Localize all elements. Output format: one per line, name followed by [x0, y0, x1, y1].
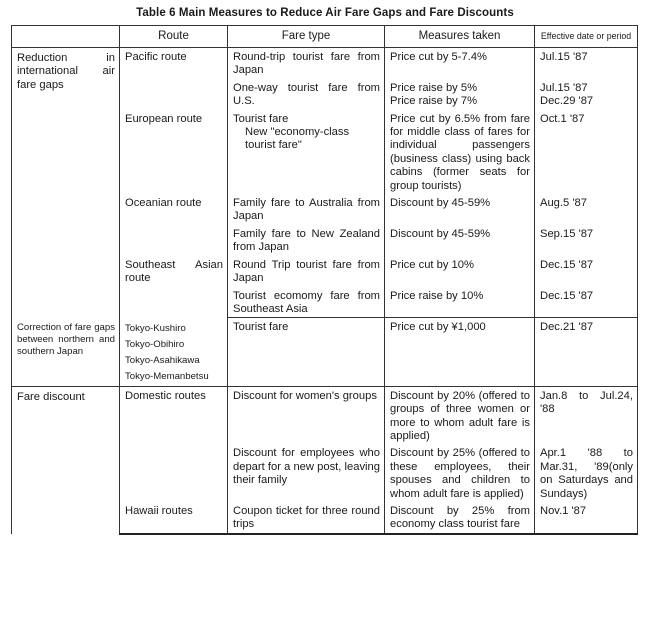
route-cell: Southeast Asian route — [120, 256, 228, 318]
date-cell: Oct.1 '87 — [535, 110, 638, 194]
route-cell: European route — [120, 110, 228, 194]
fare-cell: Discount for women's groups — [228, 386, 385, 444]
date-cell: Jul.15 '87 — [535, 48, 638, 79]
route-cell: Hawaii routes — [120, 502, 228, 534]
header-measures: Measures taken — [385, 26, 535, 48]
measure-cell: Discount by 45-59% — [385, 225, 535, 256]
table-row — [12, 318, 638, 387]
fare-cell: Tourist ecomomy fare from Southeast Asia — [228, 287, 385, 318]
fare-cell: One-way tourist fare from U.S. — [228, 79, 385, 110]
fare-subline: New "economy-class tourist fare" — [245, 126, 350, 152]
date-cell: Nov.1 '87 — [535, 502, 638, 534]
header-effective-date: Effective date or period — [535, 26, 638, 48]
measure-cell — [385, 79, 535, 110]
date-cell: Jan.8 to Jul.24, '88 — [535, 386, 638, 444]
measure-cell: Price cut by ¥1,000 — [385, 318, 535, 387]
fare-cell: Discount for employees who depart for a new post, leaving their family — [228, 444, 385, 502]
fare-cell: Round-trip tourist fare from Japan — [228, 48, 385, 79]
measure-cell: Price raise by 10% — [385, 287, 535, 318]
route-line: Tokyo-Asahikawa — [125, 354, 200, 366]
header-route: Route — [120, 26, 228, 48]
route-cell: Pacific route — [120, 48, 228, 110]
fare-cell: Family fare to Australia from Japan — [228, 194, 385, 225]
route-line: Tokyo-Kushiro — [125, 322, 186, 334]
measure-cell: Discount by 20% (offered to groups of three women or more to whom adult fare is applied) — [385, 386, 535, 444]
date-cell: Sep.15 '87 — [535, 225, 638, 256]
measure-cell: Price cut by 10% — [385, 256, 535, 287]
category-cell: Reduction in international air fare gaps — [12, 48, 120, 318]
table-title: Table 6 Main Measures to Reduce Air Fare Gaps and Fare Discounts — [136, 7, 514, 19]
fare-cell: Family fare to New Zealand from Japan — [228, 225, 385, 256]
header-category — [12, 26, 120, 48]
fare-cell: Round Trip tourist fare from Japan — [228, 256, 385, 287]
measure-cell: Price cut by 6.5% from fare for middle class of fares for individual passengers (business class) using back cabins (former seats for group tourists) — [385, 110, 535, 194]
route-line: Tokyo-Obihiro — [125, 338, 185, 350]
fare-cell — [228, 110, 385, 194]
measures-table — [11, 25, 638, 535]
measure-line: Price raise by 7% — [390, 95, 478, 108]
fare-cell: Coupon ticket for three round trips — [228, 502, 385, 534]
route-cell — [120, 318, 228, 387]
table-row — [12, 48, 638, 79]
measure-cell: Discount by 45-59% — [385, 194, 535, 225]
measure-cell: Discount by 25% from economy class tourist fare — [385, 502, 535, 534]
date-cell — [535, 79, 638, 110]
category-cell: Fare discount — [12, 386, 120, 534]
date-cell: Dec.15 '87 — [535, 287, 638, 318]
date-cell: Aug.5 '87 — [535, 194, 638, 225]
date-line: Jul.15 '87 — [540, 81, 588, 94]
route-cell: Oceanian route — [120, 194, 228, 256]
measure-cell: Discount by 25% (offered to these employees, their spouses and children to whom adult fare is applied) — [385, 444, 535, 502]
date-line: Dec.29 '87 — [540, 95, 594, 108]
table-row — [12, 386, 638, 444]
fare-cell: Tourist fare — [228, 318, 385, 387]
measure-line: Price raise by 5% — [390, 81, 478, 94]
header-row — [12, 26, 638, 48]
date-cell: Dec.21 '87 — [535, 318, 638, 387]
fare-line: Tourist fare — [233, 112, 289, 125]
measure-cell: Price cut by 5-7.4% — [385, 48, 535, 79]
category-cell: Correction of fare gaps between northern and southern Japan — [12, 318, 120, 387]
header-fare-type: Fare type — [228, 26, 385, 48]
date-cell: Apr.1 '88 to Mar.31, '89(only on Saturdays and Sundays) — [535, 444, 638, 502]
route-cell: Domestic routes — [120, 386, 228, 502]
date-cell: Dec.15 '87 — [535, 256, 638, 287]
route-line: Tokyo-Memanbetsu — [125, 370, 209, 382]
